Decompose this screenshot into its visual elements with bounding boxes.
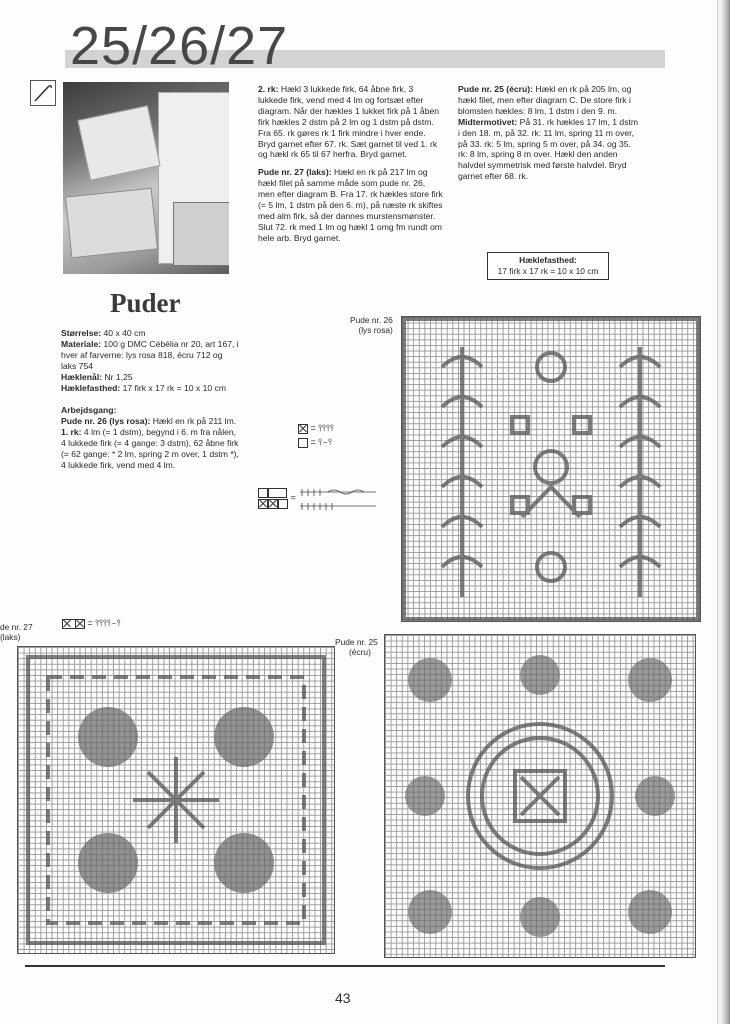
footer-rule xyxy=(25,965,665,967)
instructions-middle: 2. rk: Hækl 3 lukkede firk, 64 åbne firk, 3 lukkede firk, vend med 4 lm og fortsæt efter diagram. Når der hækles 1 lukket firk på 1 åben firk hækles 2 dstm på 2 lm og 1 dstm på dstm. Fra 65. rk gøres rk 1 firk mindre i hver ende. Bryd garnet efter 67. rk. Sæt garnet til ved 1. rk og hækl rk 65 til 67 herfra. Bryd garnet. Pude nr. 27 (laks): Hækl en rk på 217 lm og hækl filet på samme måde som pude nr. 26, men efter diagram B. Fra 17. rk hækles store firk (= 5 lm, 1 dstm på den 6. m), på næste rk skiftes med alm firk, så der dannes murstensmønster. Slut 72. rk med 1 lm og hækl 1 omg fm rundt om hele arb. Bryd garnet. xyxy=(258,84,443,243)
legend-open: = ⫯⌢⫯ xyxy=(298,437,332,448)
chart-pude-25 xyxy=(384,634,696,958)
legend-filled: = ⫯⫯⫯⫯ xyxy=(298,423,334,434)
chart-26-motif xyxy=(402,317,700,621)
instructions-left: Størrelse: 40 x 40 cm Materiale: 100 g DMC Cébélia nr 20, art 167, i hver af farverne: lys rosa 818, écru 712 og laks 754 Hæklenål: Nr 1,25 Hæklefasthed: 17 firk x 17 rk = 10 x 10 cm Arbejdsgang: Pude nr. 26 (lys rosa): Hækl en rk på 211 lm. 1. rk: 4 lm (= 1 dstm), begynd i 6. m fra nålen, 4 lukkede firk (= 4 gange: 3 dstm), 62 åbne firk (= 62 gange: * 2 lm, spring 2 m over, 1 dstm *), 4 lukkede firk, vend med 4 lm. xyxy=(61,328,239,470)
instructions-right: Pude nr. 25 (écru): Hækl en rk på 205 lm, og hækl filet, men efter diagram C. De store firk i blomsten hækles: 8 lm, 1 dstm i den 9. m. Midtermotivet: På 31. rk hækles 17 lm, 1 dstm i den 18. m, på 32. rk: 11 lm, spring 11 m over, på 33. rk: 5 lm, spring 5 m over, på 34. og 35. rk: 8 lm, spring 8 m over. Hækl den anden halvdel symmetrisk med første halvdel. Bryd garnet efter 68. rk. xyxy=(458,84,639,182)
chart-pude-27 xyxy=(17,646,335,954)
legend-big-square: = xyxy=(258,486,378,510)
section-heading: Puder xyxy=(110,288,181,318)
page-title: 25/26/27 xyxy=(70,16,289,76)
chart-25-motif xyxy=(385,635,695,957)
chart-pude-26 xyxy=(401,316,701,622)
chart-27-motif xyxy=(18,647,334,953)
page-edge xyxy=(722,0,730,1024)
gauge-box: Hæklefasthed: 17 firk x 17 rk = 10 x 10 cm xyxy=(487,252,609,280)
product-photo xyxy=(63,82,229,274)
crochet-hook-icon xyxy=(30,80,56,106)
chart-27-label: de nr. 27 (laks) xyxy=(0,622,33,642)
chart-26-label: Pude nr. 26 (lys rosa) xyxy=(350,315,393,335)
chart-25-label: Pude nr. 25 (écru) xyxy=(335,637,378,657)
page-number: 43 xyxy=(335,990,351,1006)
legend-small: = ⫯⫯⫯⫯⌢⫯ xyxy=(62,618,121,629)
